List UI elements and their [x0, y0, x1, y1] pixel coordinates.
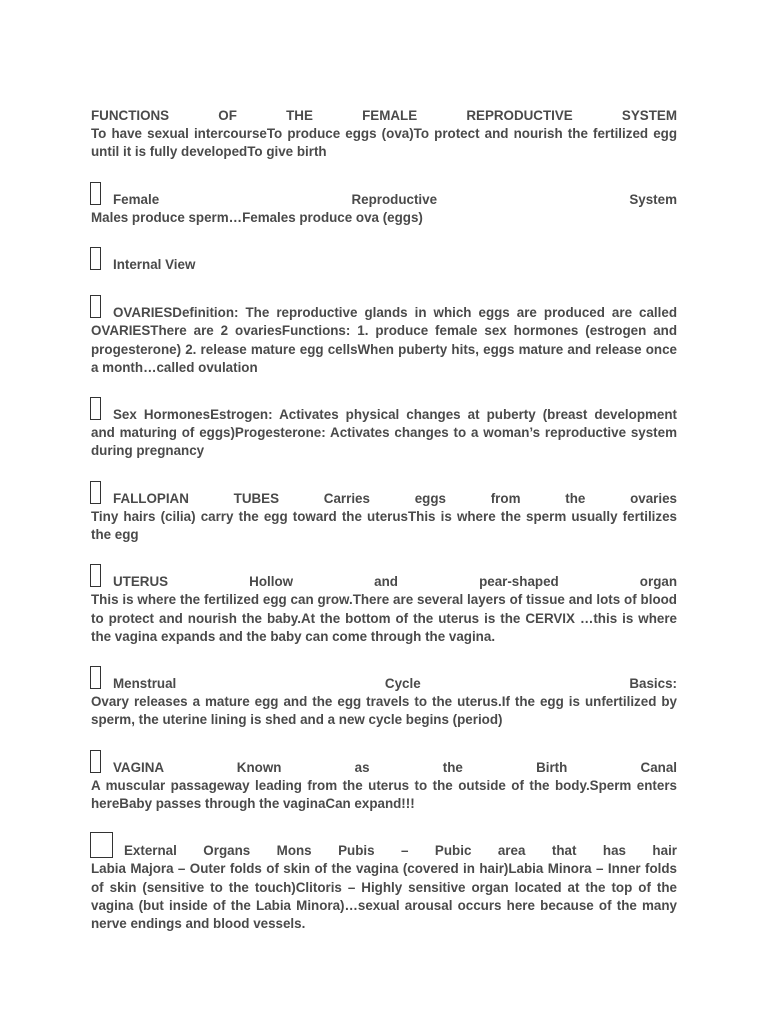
section-body: Labia Majora – Outer folds of skin of the vagina (covered in hair)Labia Minora – Inner folds of skin (sensitive to the touch)Clitoris – Highly sensitive organ located at the top of the vagina (but inside of the Labia Minora)…sexual arousal occurs here because of the many nerve endings and blood vessels. — [91, 861, 677, 932]
section-heading: VAGINA Known as the Birth Canal — [113, 759, 677, 775]
section-external-organs — [91, 842, 677, 933]
section-body: Ovary releases a mature egg and the egg travels to the uterus.If the egg is unfertilized by sperm, the uterine lining is shed and a new cycle begins (period) — [91, 694, 677, 728]
section-menstrual-cycle — [91, 675, 677, 730]
section-paragraph: Sex HormonesEstrogen: Activates physical changes at puberty (breast development and maturing of eggs)Progesterone: Activates changes to a woman’s reproductive system during pregnancy — [91, 407, 677, 459]
section-uterus — [91, 573, 677, 646]
section-ovaries — [91, 304, 677, 377]
section-female-reproductive-system — [91, 191, 677, 227]
section-paragraph: OVARIESDefinition: The reproductive glands in which eggs are produced are called OVARIESThere are 2 ovariesFunctions: 1. produce female sex hormones (estrogen and progesterone) 2. release mature egg cellsWhen puberty hits, eggs mature and release once a month…called ovulation — [91, 305, 677, 375]
missing-glyph-icon — [90, 247, 101, 270]
missing-glyph-icon — [90, 295, 101, 318]
missing-glyph-icon — [90, 832, 113, 858]
missing-glyph-icon — [90, 481, 101, 504]
section-body: Males produce sperm…Females produce ova (eggs) — [91, 209, 423, 225]
missing-glyph-icon — [90, 750, 101, 773]
section-heading: UTERUS Hollow and pear-shaped organ — [113, 574, 677, 590]
section-body: A muscular passageway leading from the uterus to the outside of the body.Sperm enters hereBaby passes through the vaginaCan expand!!! — [91, 777, 677, 812]
document-title: FUNCTIONS OF THE FEMALE REPRODUCTIVE SYSTEM — [91, 108, 677, 123]
title-block — [91, 107, 677, 162]
section-body: This is where the fertilized egg can grow.There are several layers of tissue and lots of blood to protect and nourish the baby.At the bottom of the uterus is the CERVIX …this is where the vagina expands and the baby can come through the vagina. — [91, 592, 677, 644]
section-internal-view — [91, 256, 677, 274]
section-heading: FALLOPIAN TUBES Carries eggs from the ovaries — [113, 490, 677, 506]
section-heading: Internal View — [113, 257, 196, 273]
missing-glyph-icon — [90, 397, 101, 420]
section-sex-hormones — [91, 406, 677, 461]
section-fallopian-tubes — [91, 490, 677, 545]
section-vagina — [91, 759, 677, 814]
section-body: Tiny hairs (cilia) carry the egg toward the uterusThis is where the sperm usually fertilizes the egg — [91, 508, 677, 543]
missing-glyph-icon — [90, 182, 101, 205]
missing-glyph-icon — [90, 666, 101, 689]
title-body: To have sexual intercourseTo produce eggs (ova)To protect and nourish the fertilized egg until it is fully developedTo give birth — [91, 126, 677, 160]
section-heading: External Organs Mons Pubis – Pubic area that has hair — [124, 843, 677, 859]
missing-glyph-icon — [90, 564, 101, 587]
document-body — [91, 107, 677, 933]
section-heading: Menstrual Cycle Basics: — [113, 676, 677, 692]
section-heading: Female Reproductive System — [113, 191, 677, 207]
